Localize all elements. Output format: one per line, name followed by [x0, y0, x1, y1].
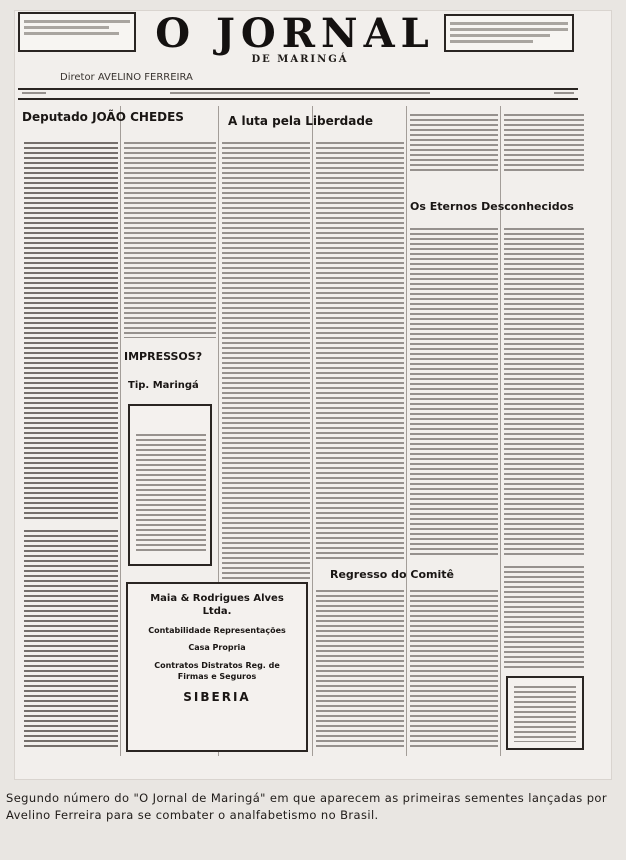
article-text-col6: [504, 114, 584, 174]
ad-box-title: Maia & Rodrigues Alves Ltda.: [150, 593, 284, 617]
newspaper-subtitle: DE MARINGÁ: [251, 54, 349, 65]
article-text-col3: [222, 142, 310, 582]
article-text-col11: [504, 566, 584, 670]
headline-deputado: Deputado JOÃO CHEDES: [22, 110, 184, 124]
article-text-col1: [24, 142, 118, 522]
ad-impressos: IMPRESSOS?: [124, 350, 203, 363]
masthead-left-box: [18, 12, 136, 52]
newspaper-title: O JORNAL: [155, 10, 435, 57]
article-text-col1b: [24, 530, 118, 750]
headline-eternos: Os Eternos Desconhecidos: [410, 200, 574, 213]
ad-box-maia-rodrigues: [126, 582, 308, 752]
ad-box-small: [128, 404, 212, 566]
director-line: Diretor AVELINO FERREIRA: [60, 72, 193, 83]
dateline: [18, 88, 578, 100]
article-text-col9: [316, 590, 404, 750]
article-text-col7: [410, 228, 498, 558]
masthead-right-box: [444, 14, 574, 52]
article-text-col10: [410, 590, 498, 750]
headline-luta: A luta pela Liberdade: [228, 114, 374, 128]
ad-box-corner: [506, 676, 584, 750]
photo-caption: Segundo número do "O Jornal de Maringá" em que aparecem as primeiras sementes lançadas por Avelino Ferreira para se combater o analfabetismo no Brasil.: [6, 791, 607, 822]
ad-box-line4: SIBERIA: [183, 690, 251, 704]
article-text-col4: [316, 142, 404, 562]
ad-box-line1: Contabilidade Representações: [148, 626, 286, 635]
article-text-col2: [124, 142, 216, 338]
ad-tip-maringa: Tip. Maringá: [128, 380, 199, 391]
article-text-col5: [410, 114, 498, 174]
headline-regresso: Regresso do Comitê: [330, 568, 455, 581]
article-text-col8: [504, 228, 584, 558]
ad-box-line3: Contratos Distratos Reg. de Firmas e Seguros: [154, 661, 280, 681]
ad-box-line2: Casa Propria: [188, 643, 246, 652]
